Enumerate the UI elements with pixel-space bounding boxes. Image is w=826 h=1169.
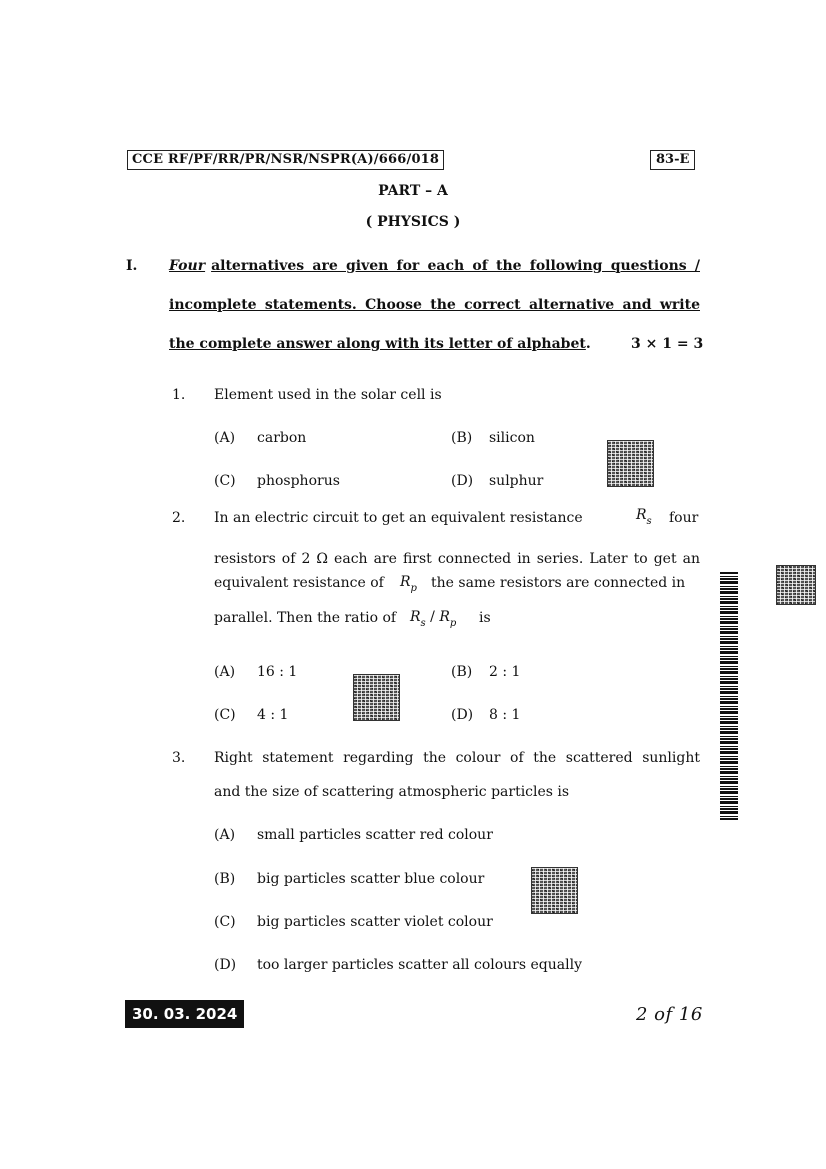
q2-line-2: resistors of 2 Ω each are first connected in series. Later to get an	[214, 551, 700, 567]
instruction-line-3-text: the complete answer along with its letter of alphabet	[169, 336, 586, 352]
q2-option-a-text: 16 : 1	[257, 664, 298, 680]
q1-option-a-letter: (A)	[214, 430, 236, 446]
qr-code-icon	[531, 867, 578, 914]
q1-option-c-letter: (C)	[214, 473, 236, 489]
qr-code-icon	[607, 440, 654, 487]
q2-symbol-rp-1: $R_p$	[400, 574, 417, 594]
q2-line-3b: the same resistors are connected in	[431, 575, 686, 591]
q2-ratio: $R_s / R_p$	[410, 609, 457, 629]
q3-option-b-text: big particles scatter blue colour	[257, 871, 485, 887]
section-marks: 3 × 1 = 3	[631, 336, 704, 352]
q3-option-d-text: too larger particles scatter all colours equally	[257, 957, 582, 973]
exam-date: 30. 03. 2024	[125, 1000, 244, 1028]
instruction-four: Four	[169, 258, 206, 274]
q1-option-d-text: sulphur	[489, 473, 544, 489]
exam-code: CCE RF/PF/RR/PR/NSR/NSPR(A)/666/018	[127, 150, 444, 170]
q2-option-d-text: 8 : 1	[489, 707, 521, 723]
q3-line-2: and the size of scattering atmospheric particles is	[214, 784, 570, 800]
q1-text: Element used in the solar cell is	[214, 387, 442, 403]
instruction-line-2	[169, 297, 700, 313]
q3-option-c-text: big particles scatter violet colour	[257, 914, 493, 930]
q3-option-c-letter: (C)	[214, 914, 236, 930]
instruction-line-1-rest: alternatives are given for each of the following questions /	[211, 258, 700, 274]
instruction-line-3-period: .	[585, 336, 591, 352]
q1-number: 1.	[172, 387, 186, 403]
instruction-line-2-text: incomplete statements. Choose the correct alternative and write	[169, 297, 700, 313]
q2-option-b-letter: (B)	[451, 664, 473, 680]
q3-option-a-text: small particles scatter red colour	[257, 827, 493, 843]
q2-line-3a: equivalent resistance of	[214, 575, 384, 591]
q3-line-1: Right statement regarding the colour of the scattered sunlight	[214, 750, 700, 766]
q2-symbol-rs-1: $R_s$	[636, 507, 652, 527]
q2-option-b-text: 2 : 1	[489, 664, 521, 680]
instruction-line-3	[169, 336, 591, 352]
barcode-icon	[720, 572, 738, 820]
q2-line-1-end: four	[669, 510, 699, 526]
q3-option-a-letter: (A)	[214, 827, 236, 843]
q2-option-c-text: 4 : 1	[257, 707, 289, 723]
qr-code-icon	[776, 565, 816, 605]
section-number: I.	[126, 258, 138, 274]
q2-option-c-letter: (C)	[214, 707, 236, 723]
qr-code-icon	[353, 674, 400, 721]
part-title: PART – A	[378, 183, 448, 199]
q3-option-b-letter: (B)	[214, 871, 236, 887]
q2-line-1: In an electric circuit to get an equivalent resistance	[214, 510, 583, 526]
q2-option-d-letter: (D)	[451, 707, 474, 723]
q2-number: 2.	[172, 510, 186, 526]
paper-code: 83-E	[650, 150, 695, 170]
q2-line-4b: is	[479, 610, 491, 626]
q3-option-d-letter: (D)	[214, 957, 237, 973]
q1-option-d-letter: (D)	[451, 473, 474, 489]
q1-option-b-letter: (B)	[451, 430, 473, 446]
q1-option-a-text: carbon	[257, 430, 307, 446]
q1-option-b-text: silicon	[489, 430, 535, 446]
page-number: 2 of 16	[636, 1004, 703, 1025]
q2-line-4a: parallel. Then the ratio of	[214, 610, 397, 626]
q3-number: 3.	[172, 750, 186, 766]
q1-option-c-text: phosphorus	[257, 473, 340, 489]
instruction-line-1	[169, 258, 700, 274]
q2-option-a-letter: (A)	[214, 664, 236, 680]
subject-title: ( PHYSICS )	[365, 214, 461, 230]
